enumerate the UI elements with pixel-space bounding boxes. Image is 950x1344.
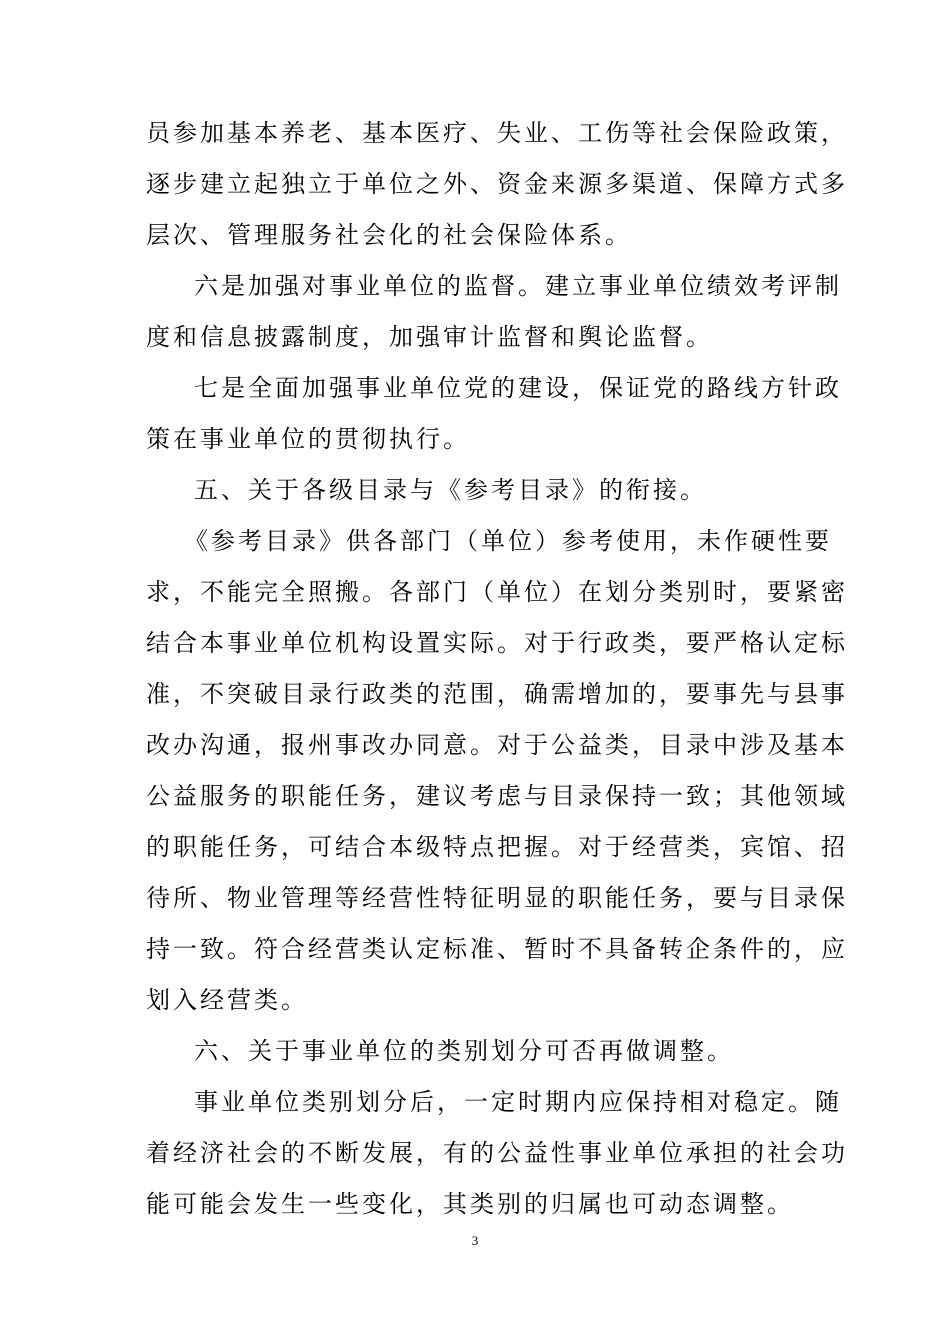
text-line: 七是全面加强事业单位党的建设，保证党的路线方针政 [194, 374, 842, 402]
text-line: 的职能任务，可结合本级特点把握。对于经营类，宾馆、招 [146, 833, 848, 861]
text-line: 公益服务的职能任务，建议考虑与目录保持一致；其他领域 [146, 782, 848, 810]
page-number: 3 [471, 1233, 479, 1248]
text-line: 逐步建立起独立于单位之外、资金来源多渠道、保障方式多 [146, 170, 848, 198]
text-line: 策在事业单位的贯彻执行。 [146, 425, 470, 453]
text-line: 持一致。符合经营类认定标准、暂时不具备转企条件的，应 [146, 935, 848, 963]
section-heading: 五、关于各级目录与《参考目录》的衔接。 [194, 476, 707, 504]
text-line: 层次、管理服务社会化的社会保险体系。 [146, 221, 632, 249]
text-line: 员参加基本养老、基本医疗、失业、工伤等社会保险政策， [146, 119, 848, 147]
text-line: 六是加强对事业单位的监督。建立事业单位绩效考评制 [194, 272, 842, 300]
text-line: 待所、物业管理等经营性特征明显的职能任务，要与目录保 [146, 884, 848, 912]
text-line: 度和信息披露制度，加强审计监督和舆论监督。 [146, 323, 713, 351]
text-line: 求，不能完全照搬。各部门（单位）在划分类别时，要紧密 [146, 578, 848, 606]
text-line: 事业单位类别划分后，一定时期内应保持相对稳定。随 [194, 1088, 842, 1116]
text-line: 改办沟通，报州事改办同意。对于公益类，目录中涉及基本 [146, 731, 848, 759]
text-line: 能可能会发生一些变化，其类别的归属也可动态调整。 [146, 1190, 794, 1218]
document-body [146, 108, 848, 1230]
text-line: 结合本事业单位机构设置实际。对于行政类，要严格认定标 [146, 629, 848, 657]
section-heading: 六、关于事业单位的类别划分可否再做调整。 [194, 1037, 734, 1065]
text-line: 着经济社会的不断发展，有的公益性事业单位承担的社会功 [146, 1139, 848, 1167]
text-line: 准，不突破目录行政类的范围，确需增加的，要事先与县事 [146, 680, 848, 708]
text-line: 划入经营类。 [146, 986, 308, 1014]
text-line: 《参考目录》供各部门（单位）参考使用，未作硬性要 [184, 527, 832, 555]
